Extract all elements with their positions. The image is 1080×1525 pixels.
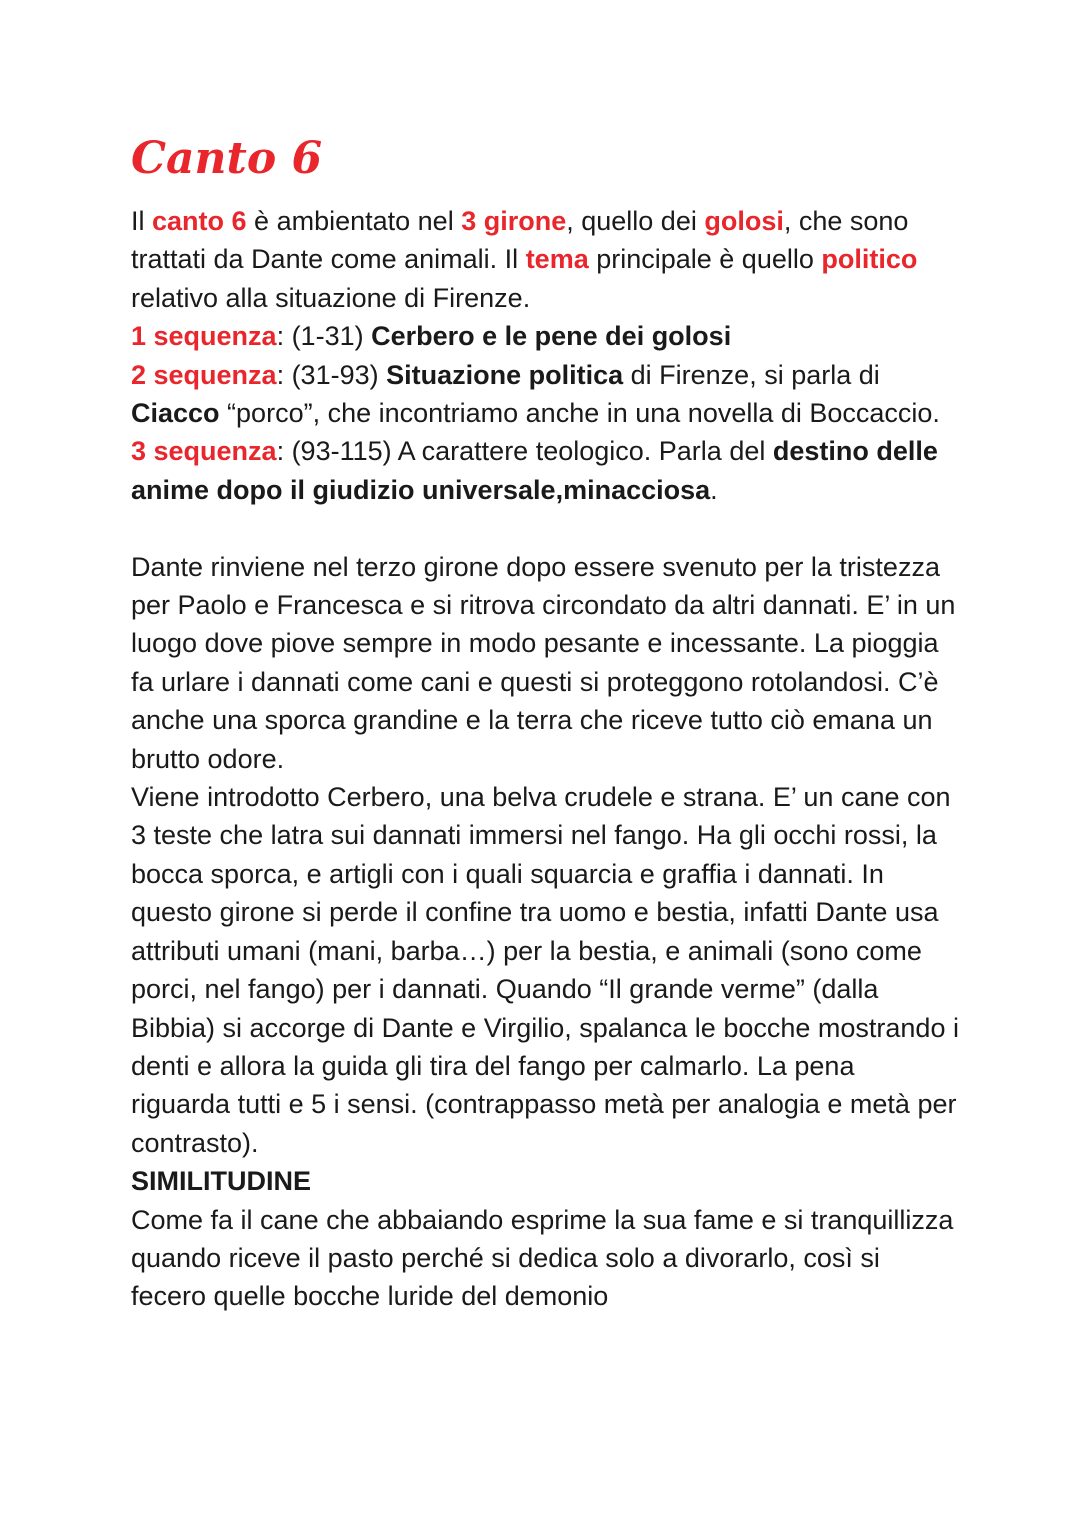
- sequence-1: [131, 317, 961, 355]
- bold-run: Cerbero e le pene dei golosi: [371, 321, 732, 352]
- text-run: “porco”, che incontriamo anche in una novella di Boccaccio.: [219, 398, 940, 429]
- text-run: , quello dei: [566, 206, 705, 236]
- sequence-label: 2 sequenza: [131, 359, 277, 390]
- text-run: : (31-93): [276, 359, 387, 390]
- sequence-3: [131, 432, 961, 509]
- highlight-politico: politico: [821, 244, 918, 275]
- body-paragraph-2: Viene introdotto Cerbero, una belva crudele e strana. E’ un cane con 3 teste che latra sui dannati immersi nel fango. Ha gli occhi rossi, la bocca sporca, e artigli con i quali squarcia e graffia i dannati. In questo girone si perde il confine tra uomo e bestia, infatti Dante usa attributi umani (mani, barba…) per la bestia, e animali (sono come porci, nel fango) per i dannati. Quando “Il grande verme” (dalla Bibbia) si accorge di Dante e Virgilio, spalanca le bocche mostrando i denti e allora la guida gli tira del fango per calmarlo. La pena riguarda tutti e 5 i sensi. (contrappasso metà per analogia e metà per contrasto).: [131, 782, 959, 1158]
- similitudine-paragraph: Come fa il cane che abbaiando esprime la sua fame e si tranquillizza quando riceve il pasto perché si dedica solo a divorarlo, così si fecero quelle bocche luride del demonio: [131, 1204, 954, 1312]
- text-run: : (93-115) A carattere teologico. Parla del: [276, 436, 773, 467]
- text-run: , che sono trattati da Dante come animali. Il: [131, 206, 909, 275]
- text-run: .: [710, 474, 718, 505]
- highlight-tema: tema: [525, 244, 589, 275]
- page-title: Canto 6: [131, 133, 323, 184]
- highlight-canto: canto 6: [152, 206, 247, 236]
- highlight-golosi: golosi: [704, 206, 784, 236]
- highlight-girone: 3 girone: [461, 206, 567, 236]
- section-heading: SIMILITUDINE: [131, 1166, 311, 1197]
- sequence-2: [131, 356, 961, 433]
- text-run: di Firenze, si parla di: [623, 359, 880, 390]
- bold-run: Ciacco: [131, 398, 220, 429]
- text-run: Il: [131, 206, 153, 236]
- text-run: principale è quello: [588, 244, 822, 275]
- text-run: relativo alla situazione di Firenze.: [131, 282, 531, 313]
- intro-paragraph: [131, 202, 961, 317]
- bold-run: destino delle anime dopo il giudizio universale,minacciosa: [131, 436, 938, 505]
- sequence-label: 3 sequenza: [131, 436, 277, 467]
- bold-run: Situazione politica: [386, 359, 624, 390]
- text-run: : (1-31): [276, 321, 372, 352]
- sequence-label: 1 sequenza: [131, 321, 277, 352]
- paragraph-gap: [131, 509, 961, 547]
- body-paragraph-1: Dante rinviene nel terzo girone dopo essere svenuto per la tristezza per Paolo e Francesca e si ritrova circondato da altri dannati. E’ in un luogo dove piove sempre in modo pesante e incessante. La pioggia fa urlare i dannati come cani e questi si proteggono rotolandosi. C’è anche una sporca grandine e la terra che riceve tutto ciò emana un brutto odore.: [131, 551, 956, 774]
- text-run: è ambientato nel: [246, 206, 462, 236]
- document-page: [131, 130, 961, 1316]
